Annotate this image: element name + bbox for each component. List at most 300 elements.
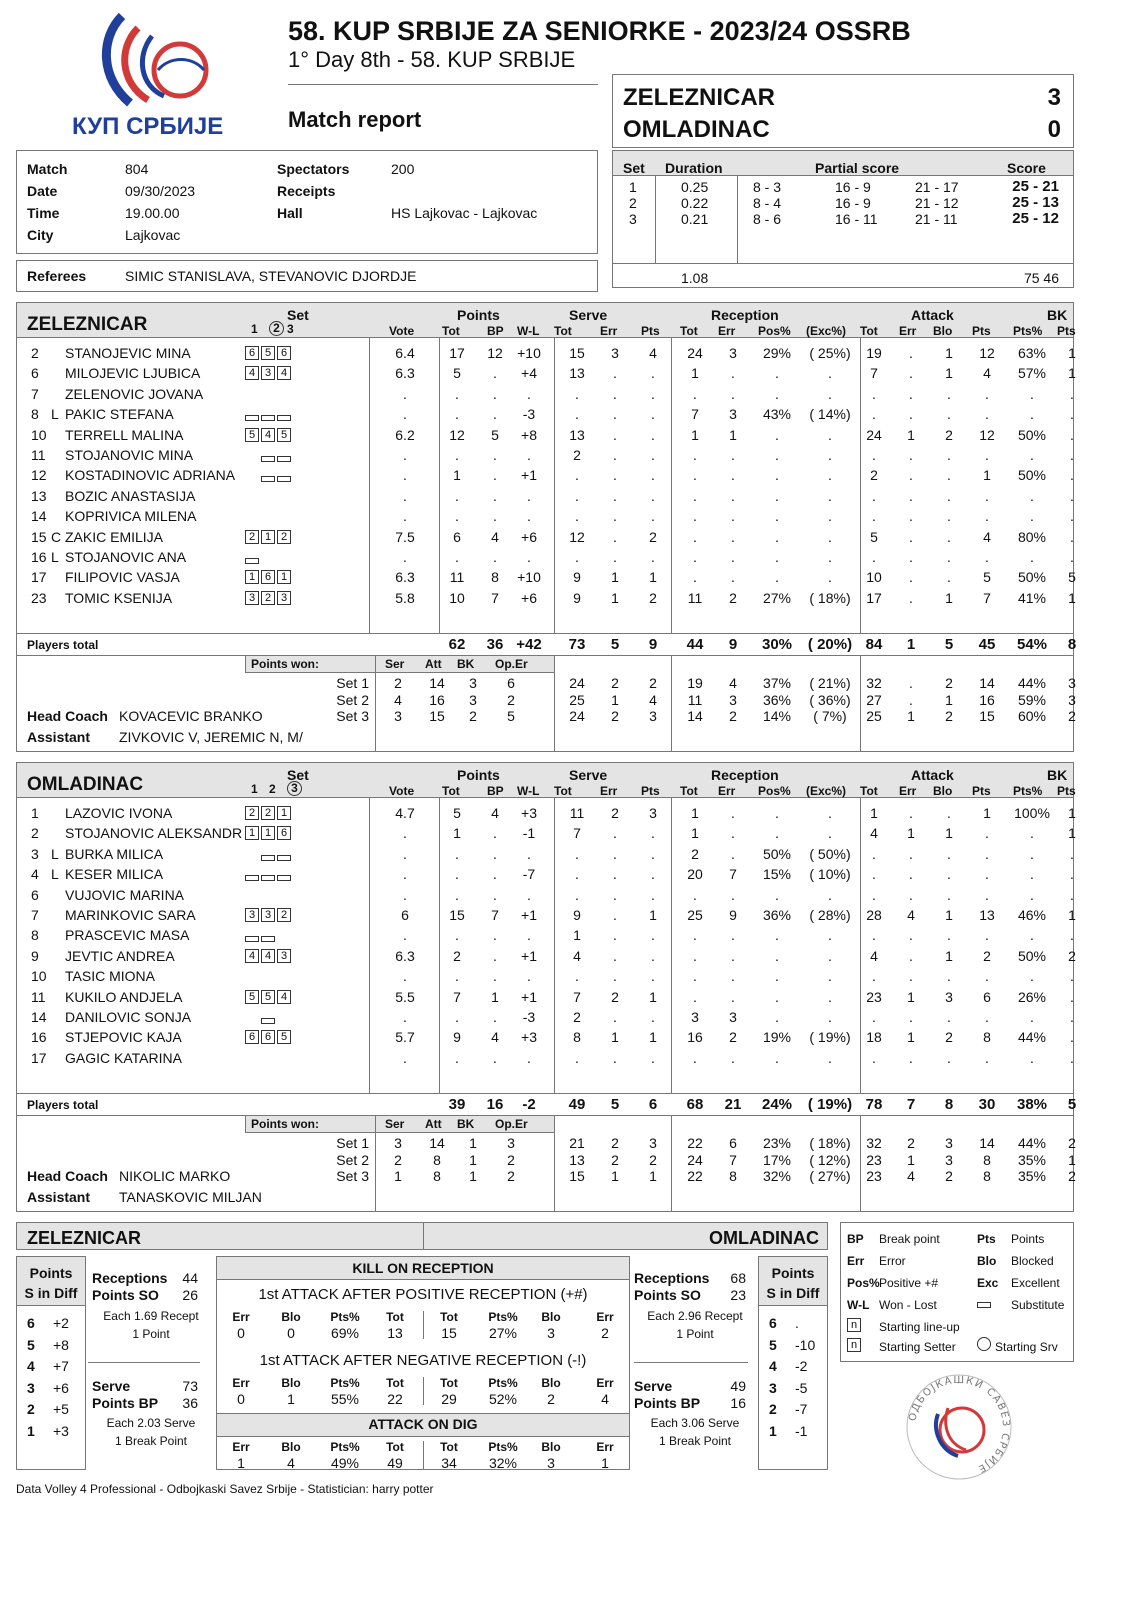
set-stat-bk2: 2 <box>1068 1135 1076 1151</box>
stat-pt: 2 <box>453 947 461 964</box>
result-home-name: ZELEZNICAR <box>623 84 775 111</box>
set-stat-se: 2 <box>611 708 619 724</box>
stat-rp: 50% <box>762 845 792 862</box>
stat-ae: . <box>909 385 913 402</box>
stat-rt: . <box>693 927 697 944</box>
stat-ae: . <box>909 1009 913 1025</box>
stat-ap: . <box>985 447 989 463</box>
sub-header-pts: Pts <box>972 784 991 798</box>
player-number: 11 <box>31 447 46 463</box>
stat-wl: +10 <box>517 569 541 586</box>
stat-rt: 1 <box>691 805 699 821</box>
total-se: 5 <box>610 1096 620 1113</box>
stat-st: 7 <box>573 988 581 1005</box>
stat-rx: . <box>828 365 832 382</box>
set-header: Set <box>287 767 309 783</box>
stat-ab: 1 <box>945 947 953 964</box>
stat-rx: . <box>828 1049 832 1066</box>
set-stat-ae: 2 <box>907 1135 915 1151</box>
total-rp: 24% <box>761 1096 793 1113</box>
kill-value-7: 1 <box>601 1455 609 1471</box>
set-stat-ae: . <box>909 675 913 691</box>
total-re: 9 <box>728 636 738 653</box>
stat-se: . <box>613 947 617 964</box>
stat-app: . <box>1030 487 1034 504</box>
bk-header: BK <box>1047 767 1068 783</box>
player-number: 8 <box>31 406 39 423</box>
stat-ap: . <box>985 927 989 944</box>
sub-header-err: Err <box>718 324 736 338</box>
set-stat-app: 44% <box>1017 675 1047 691</box>
stat-re: . <box>731 825 735 842</box>
stat-pt: . <box>455 508 459 525</box>
stat-ab: . <box>947 968 951 985</box>
stat-ae: . <box>909 365 913 382</box>
stat-wl: +3 <box>521 805 537 821</box>
player-number: 9 <box>31 947 39 964</box>
away-so-label: Points SO <box>634 1287 701 1303</box>
stat-bk: 5 <box>1068 569 1076 586</box>
stat-se: 2 <box>611 988 619 1005</box>
stat-bp: . <box>493 508 497 525</box>
stat-app: . <box>1030 886 1034 903</box>
stat-sp: 1 <box>649 988 657 1005</box>
stat-rt: . <box>693 385 697 402</box>
player-name: STOJANOVIC MINA <box>65 447 194 463</box>
rotation-number: 2 <box>769 1401 777 1418</box>
set-stat-rp: 17% <box>762 1151 792 1168</box>
receipts-label: Receipts <box>277 183 336 199</box>
set-oe: 2 <box>507 1168 515 1184</box>
starting-position: 5 <box>261 990 275 1004</box>
stat-bk: 1 <box>1068 907 1076 923</box>
stat-se: 2 <box>611 805 619 821</box>
rotation-diff: -2 <box>795 1358 808 1375</box>
stat-se: . <box>613 845 617 862</box>
away-rec-each: Each 2.96 Recept <box>647 1309 743 1323</box>
stat-wl: +10 <box>517 345 541 361</box>
sets-h-set: Set <box>623 160 645 176</box>
set-stat-bk2: 3 <box>1068 691 1076 708</box>
set-stat-bk2: 1 <box>1068 1151 1076 1168</box>
stat-ae: . <box>909 968 913 985</box>
legend-value: Error <box>879 1254 906 1268</box>
starting-position: 4 <box>277 366 291 380</box>
stat-st: 1 <box>573 927 581 944</box>
stat-ae: . <box>909 345 913 361</box>
stat-st: 8 <box>573 1029 581 1046</box>
away-rec-value: 68 <box>730 1270 746 1286</box>
starting-position: 1 <box>245 570 259 584</box>
set-stat-st: 24 <box>569 708 585 724</box>
stat-sp: . <box>651 487 655 504</box>
stat-sp: . <box>651 947 655 964</box>
home-points-label: Points <box>29 1265 73 1281</box>
set-ser: 2 <box>394 675 402 691</box>
sub-header-exc: (Exc%) <box>806 784 847 798</box>
set-label: Set 3 <box>336 1168 369 1184</box>
total-at: 78 <box>865 1096 883 1113</box>
stat-ab: . <box>947 447 951 463</box>
points-header: Points <box>457 767 500 783</box>
home-rec-point: 1 Point <box>132 1327 170 1341</box>
stat-se: . <box>613 385 617 402</box>
player-set-lineup <box>245 468 293 486</box>
column-divider <box>375 655 376 751</box>
partial-score-21: 21 - 11 <box>915 211 958 227</box>
stat-ae: . <box>909 886 913 903</box>
stat-v: 5.5 <box>395 988 415 1005</box>
kill-on-reception-box <box>216 1256 630 1470</box>
column-divider <box>554 797 555 1093</box>
stat-ap: 2 <box>983 947 991 964</box>
stat-at: 18 <box>866 1029 882 1046</box>
set-stat-ap: 14 <box>979 1135 995 1151</box>
sets-h-duration: Duration <box>665 160 723 176</box>
player-number: 3 <box>31 845 39 862</box>
player-set-lineup <box>245 1030 293 1048</box>
stat-se: 1 <box>611 1029 619 1046</box>
set-oe: 2 <box>507 1151 515 1168</box>
partial-score-8: 8 - 3 <box>753 179 782 195</box>
stat-app: 26% <box>1017 988 1047 1005</box>
stat-app: 63% <box>1017 345 1047 361</box>
sub-header-err: Err <box>899 784 917 798</box>
player-number: 16 <box>31 549 47 565</box>
player-number: 10 <box>31 968 47 985</box>
stat-ae: . <box>909 1049 913 1066</box>
rotation-diff: -10 <box>795 1336 816 1353</box>
sub-header-err: Err <box>899 324 917 338</box>
stat-bp: . <box>493 487 497 504</box>
stat-re: 2 <box>729 589 737 606</box>
stat-sp: 3 <box>649 805 657 821</box>
stat-rx: ( 19%) <box>809 1029 851 1046</box>
stat-pt: 11 <box>449 569 465 586</box>
sub-header-ptsp: Pts% <box>1013 784 1043 798</box>
set-stat-rt: 22 <box>687 1168 703 1184</box>
stat-sp: 1 <box>649 569 657 586</box>
substitute-marker <box>277 855 291 861</box>
stat-bk: . <box>1070 447 1074 463</box>
player-name: MARINKOVIC SARA <box>65 907 196 923</box>
stat-rp: . <box>775 947 779 964</box>
set-score: 25 - 13 <box>1012 194 1059 211</box>
match-info-box <box>16 150 598 254</box>
sub-header-err: Err <box>718 784 736 798</box>
stat-at: . <box>872 508 876 525</box>
stat-v: . <box>403 927 407 944</box>
rotation-number: 6 <box>769 1315 777 1331</box>
total-wl: +42 <box>516 636 542 653</box>
stat-ae: . <box>909 845 913 862</box>
stat-at: 7 <box>870 365 878 382</box>
set-att: 8 <box>433 1168 441 1184</box>
stat-rx: ( 14%) <box>809 406 851 423</box>
stat-wl: . <box>527 845 531 862</box>
stat-rp: 43% <box>762 406 792 423</box>
att-label: Att <box>425 1117 442 1131</box>
stat-rx: . <box>828 947 832 964</box>
set-stat-re: 4 <box>729 675 737 691</box>
stat-bk: 1 <box>1068 825 1076 842</box>
federation-seal-icon <box>904 1372 1014 1482</box>
sub-header-tot: Tot <box>860 324 878 338</box>
set-number: 2 <box>629 195 637 211</box>
rotation-diff: . <box>795 1315 799 1331</box>
sets-h-partial: Partial score <box>815 160 900 176</box>
total-ab: 5 <box>944 636 954 653</box>
set-oe: 5 <box>507 708 515 724</box>
home-bp-label: Points BP <box>92 1395 159 1411</box>
stat-at: . <box>872 927 876 944</box>
sub-header-blo: Blo <box>933 784 953 798</box>
stat-ae: 1 <box>907 1029 915 1046</box>
stat-sp: . <box>651 549 655 565</box>
set-stat-rt: 19 <box>687 675 703 691</box>
away-rec-label: Receptions <box>634 1270 710 1286</box>
set-bk: 1 <box>469 1135 477 1151</box>
stat-rt: 16 <box>687 1029 703 1046</box>
stat-wl: . <box>527 487 531 504</box>
set-bk: 3 <box>469 691 477 708</box>
stat-ap: . <box>985 508 989 525</box>
set-header: Set <box>287 307 309 323</box>
stat-sp: . <box>651 406 655 423</box>
legend-lineup-icon-wrap <box>847 1318 863 1336</box>
team-away-stats <box>16 762 1077 1212</box>
player-number: 1 <box>31 805 39 821</box>
stat-re: . <box>731 508 735 525</box>
stat-bk: . <box>1070 1029 1074 1046</box>
substitute-marker <box>261 855 275 861</box>
stat-rt: 2 <box>691 845 699 862</box>
stat-ae: 1 <box>907 825 915 842</box>
set-stat-app: 44% <box>1017 1135 1047 1151</box>
kill-header-5: Pts% <box>488 1440 518 1454</box>
kill-value-7: 4 <box>601 1391 609 1407</box>
stat-sp: . <box>651 447 655 463</box>
stat-rp: 29% <box>762 345 792 361</box>
sub-header-pts: Pts <box>1057 324 1076 338</box>
stat-rx: . <box>828 447 832 463</box>
stat-ab: . <box>947 549 951 565</box>
legend-starting-lineup: Starting line-up <box>879 1320 960 1334</box>
stat-ap: . <box>985 825 989 842</box>
kill-value-5: 32% <box>488 1455 518 1471</box>
stat-bk: . <box>1070 886 1074 903</box>
stat-pt: . <box>455 549 459 565</box>
stat-rx: . <box>828 549 832 565</box>
match-label: Match <box>27 161 68 177</box>
kill-header-6: Blo <box>541 1440 561 1454</box>
kill-header-3: Tot <box>386 1310 404 1324</box>
sub-header-tot: Tot <box>554 324 572 338</box>
total-rp: 30% <box>761 636 793 653</box>
stat-ab: . <box>947 805 951 821</box>
stat-bp: . <box>493 845 497 862</box>
stat-pt: 1 <box>453 825 461 842</box>
stat-se: . <box>613 1049 617 1066</box>
legend-box <box>840 1222 1074 1362</box>
stat-re: . <box>731 927 735 944</box>
total-se: 5 <box>610 636 620 653</box>
sets-total-duration: 1.08 <box>681 270 709 286</box>
stat-bk: . <box>1070 988 1074 1005</box>
total-wl: -2 <box>522 1096 536 1113</box>
kill-header-0: Err <box>232 1310 250 1324</box>
player-name: TERRELL MALINA <box>65 426 184 443</box>
spectators-label: Spectators <box>277 161 350 177</box>
stat-rx: . <box>828 1009 832 1025</box>
partial-score-8: 8 - 6 <box>753 211 782 227</box>
partial-score-16: 16 - 9 <box>835 195 871 211</box>
kill-header-7: Err <box>596 1376 614 1390</box>
starting-position: 3 <box>261 366 275 380</box>
total-app: 38% <box>1016 1096 1048 1113</box>
home-serve-value: 73 <box>182 1378 198 1394</box>
set-stat-rx: ( 18%) <box>809 1135 851 1151</box>
stat-v: 6 <box>401 907 409 923</box>
set-stat-rx: ( 27%) <box>809 1168 851 1184</box>
stat-v: 5.7 <box>395 1029 415 1046</box>
match-time: 19.00.00 <box>125 205 180 221</box>
result-home-sets: 3 <box>1047 84 1061 111</box>
stat-se: . <box>613 866 617 883</box>
stat-re: 3 <box>729 345 737 361</box>
player-number: 6 <box>31 365 39 382</box>
stat-rx: ( 18%) <box>809 589 851 606</box>
stat-pt: 6 <box>453 528 461 545</box>
stat-pt: . <box>455 886 459 903</box>
stat-ab: . <box>947 487 951 504</box>
stat-app: 41% <box>1017 589 1047 606</box>
stat-bk: . <box>1070 845 1074 862</box>
stat-rt: 11 <box>687 589 703 606</box>
set-stat-sp: 3 <box>649 708 657 724</box>
stat-app: 50% <box>1017 569 1047 586</box>
stat-st: . <box>575 1049 579 1066</box>
stat-bk: . <box>1070 927 1074 944</box>
stat-pt: . <box>455 487 459 504</box>
stat-rx: . <box>828 569 832 586</box>
oper-label: Op.Er <box>495 1117 528 1131</box>
player-name: PRASCEVIC MASA <box>65 927 190 944</box>
set-stat-ae: 4 <box>907 1168 915 1184</box>
player-set-lineup <box>245 847 293 865</box>
stat-app: 80% <box>1017 528 1047 545</box>
stat-rt: . <box>693 447 697 463</box>
stat-rx: . <box>828 927 832 944</box>
away-serve-value: 49 <box>730 1378 746 1394</box>
stat-pt: . <box>455 845 459 862</box>
sub-header-tot: Tot <box>442 784 460 798</box>
stat-st: . <box>575 467 579 484</box>
player-name: ZAKIC EMILIJA <box>65 528 164 545</box>
stat-rt: 1 <box>691 426 699 443</box>
stat-bk: . <box>1070 406 1074 423</box>
legend-value: Points <box>1011 1232 1045 1246</box>
set-stat-at: 32 <box>866 675 882 691</box>
set-stat-ap: 14 <box>979 675 995 691</box>
starting-position: 5 <box>277 1030 291 1044</box>
kill-value-0: 0 <box>237 1391 245 1407</box>
stat-ae: . <box>909 508 913 525</box>
stat-ab: . <box>947 886 951 903</box>
stat-ae: 1 <box>907 426 915 443</box>
rotation-number: 5 <box>769 1336 777 1353</box>
stat-se: . <box>613 549 617 565</box>
stat-app: . <box>1030 825 1034 842</box>
stat-bp: . <box>493 927 497 944</box>
stat-v: 6.3 <box>395 365 415 382</box>
sub-header-pos: Pos% <box>758 784 791 798</box>
stat-sp: . <box>651 1009 655 1025</box>
kill-value-4: 34 <box>441 1455 457 1471</box>
set-col-3: 3 <box>287 322 294 336</box>
legend-starting-srv: Starting Srv <box>995 1340 1058 1354</box>
stat-se: 1 <box>611 569 619 586</box>
set-stat-at: 25 <box>866 708 882 724</box>
starting-position: 4 <box>277 990 291 1004</box>
legend-value: Blocked <box>1011 1254 1054 1268</box>
set-bk: 1 <box>469 1168 477 1184</box>
stat-app: 50% <box>1017 947 1047 964</box>
rotation-number: 4 <box>27 1358 35 1375</box>
stat-rp: . <box>775 447 779 463</box>
stat-ae: 4 <box>907 907 915 923</box>
starting-position: 6 <box>277 826 291 840</box>
report-title: 58. KUP SRBIJE ZA SENIORKE - 2023/24 OSSRB <box>288 16 911 46</box>
stat-app: . <box>1030 1009 1034 1025</box>
set-stat-ab: 1 <box>945 691 953 708</box>
player-number: 2 <box>31 345 39 361</box>
set-att: 14 <box>429 675 445 691</box>
stat-ae: . <box>909 947 913 964</box>
starting-position: 6 <box>277 346 291 360</box>
oper-label: Op.Er <box>495 657 528 671</box>
total-bp: 16 <box>486 1096 504 1113</box>
player-number: 8 <box>31 927 39 944</box>
stat-rx: . <box>828 825 832 842</box>
stat-rt: . <box>693 886 697 903</box>
stat-ab: . <box>947 1049 951 1066</box>
time-label: Time <box>27 205 60 221</box>
set-stat-ab: 2 <box>945 1168 953 1184</box>
starting-position: 5 <box>245 990 259 1004</box>
set-stat-st: 15 <box>569 1168 585 1184</box>
stat-ab: . <box>947 528 951 545</box>
competition-logo <box>60 8 250 138</box>
kill-value-5: 27% <box>488 1325 518 1341</box>
attack-header: Attack <box>911 307 954 323</box>
stat-bp: 4 <box>491 805 499 821</box>
assistant-label: Assistant <box>27 729 91 745</box>
reception-header: Reception <box>711 307 779 323</box>
stat-rt: . <box>693 569 697 586</box>
sub-header-exc: (Exc%) <box>806 324 847 338</box>
stat-wl: -7 <box>522 866 536 883</box>
bk-label: BK <box>457 657 475 671</box>
stat-wl: -3 <box>522 1009 536 1025</box>
logo-emblem <box>60 8 250 118</box>
stat-wl: . <box>527 508 531 525</box>
stat-rp: . <box>775 805 779 821</box>
stat-rp: . <box>775 825 779 842</box>
player-set-lineup <box>245 346 293 364</box>
player-number: 10 <box>31 426 47 443</box>
stat-v: . <box>403 385 407 402</box>
